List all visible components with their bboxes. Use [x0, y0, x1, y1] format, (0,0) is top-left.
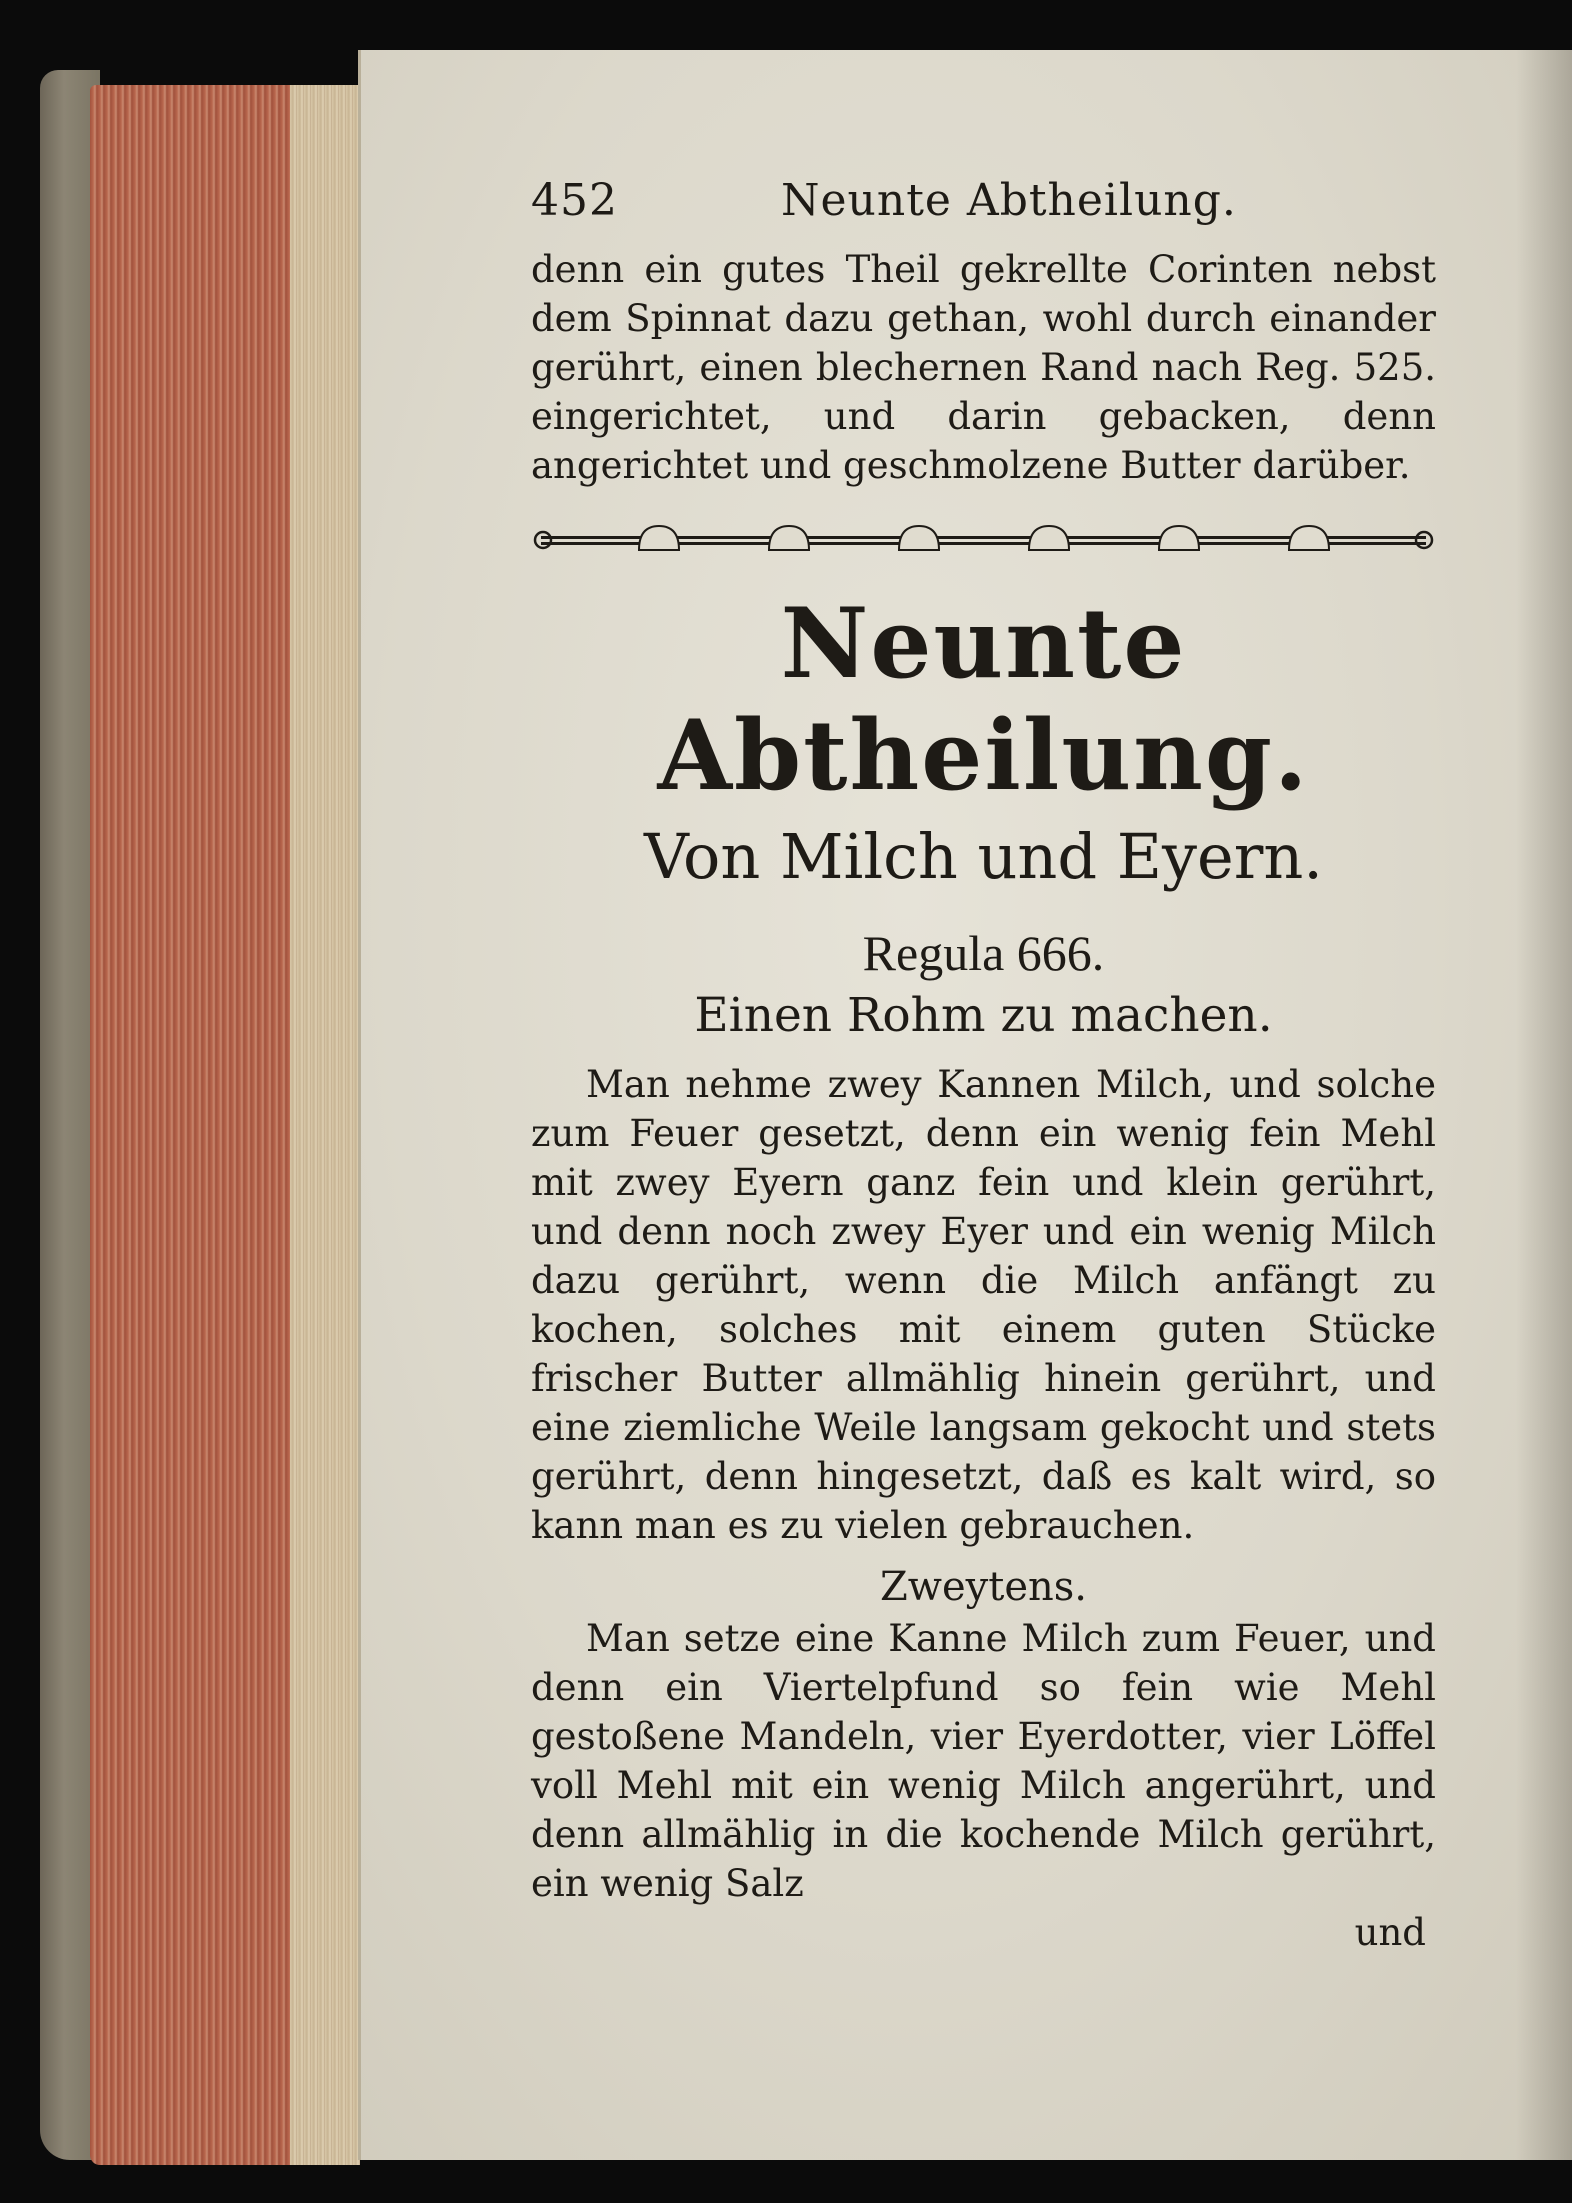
chapter-title: Neunte Abtheilung. — [657, 587, 1310, 812]
recipe-paragraph-1: Man nehme zwey Kannen Milch, und solche zum Feuer gesetzt, denn ein wenig fein Mehl mit zwey Eyern ganz fein und klein gerührt, und denn noch zwey Eyer und ein wenig Milch dazu gerührt, wenn die Milch anfängt zu kochen, solches mit einem guten Stücke frischer Butter allmählig hinein gerührt, und eine ziemliche Weile langsam gekocht und stets gerührt, denn hingesetzt, daß es kalt wird, so kann man es zu vielen gebrauchen. — [531, 1063, 1436, 1547]
continuation-text: denn ein gutes Theil gekrellte Corinten nebst dem Spinnat dazu gethan, wohl durch einander gerührt, einen blechernen Rand nach Reg. 525. eingerichtet, und darin gebacken, denn angerichtet und geschmolzene Butter darüber. — [531, 248, 1436, 487]
ornament-rule-graphic — [531, 520, 1436, 560]
running-head — [531, 175, 1436, 245]
chapter-subtitle: Von Milch und Eyern. — [643, 820, 1324, 893]
text-area — [531, 175, 1436, 1957]
page-gutter-shadow — [1516, 50, 1572, 2160]
ornament-rule — [531, 520, 1436, 560]
book-page — [358, 50, 1572, 2160]
running-title: Neunte Abtheilung. — [781, 175, 1237, 226]
page-number: 452 — [531, 175, 618, 226]
section-head-zweytens: Zweytens. — [879, 1564, 1088, 1610]
regula-number: Regula 666. — [862, 925, 1105, 981]
catchword: und — [1354, 1911, 1426, 1954]
recipe-paragraph-2: Man setze eine Kanne Milch zum Feuer, und denn ein Viertelpfund so fein wie Mehl gestoßene Mandeln, vier Eyerdotter, vier Löffel voll Mehl mit ein wenig Milch angerührt, und denn allmählig in die kochende Milch gerührt, ein wenig Salz — [531, 1617, 1436, 1905]
page-block-edge — [90, 85, 360, 2165]
recipe-title: Einen Rohm zu machen. — [694, 988, 1273, 1043]
book — [40, 50, 1572, 2170]
